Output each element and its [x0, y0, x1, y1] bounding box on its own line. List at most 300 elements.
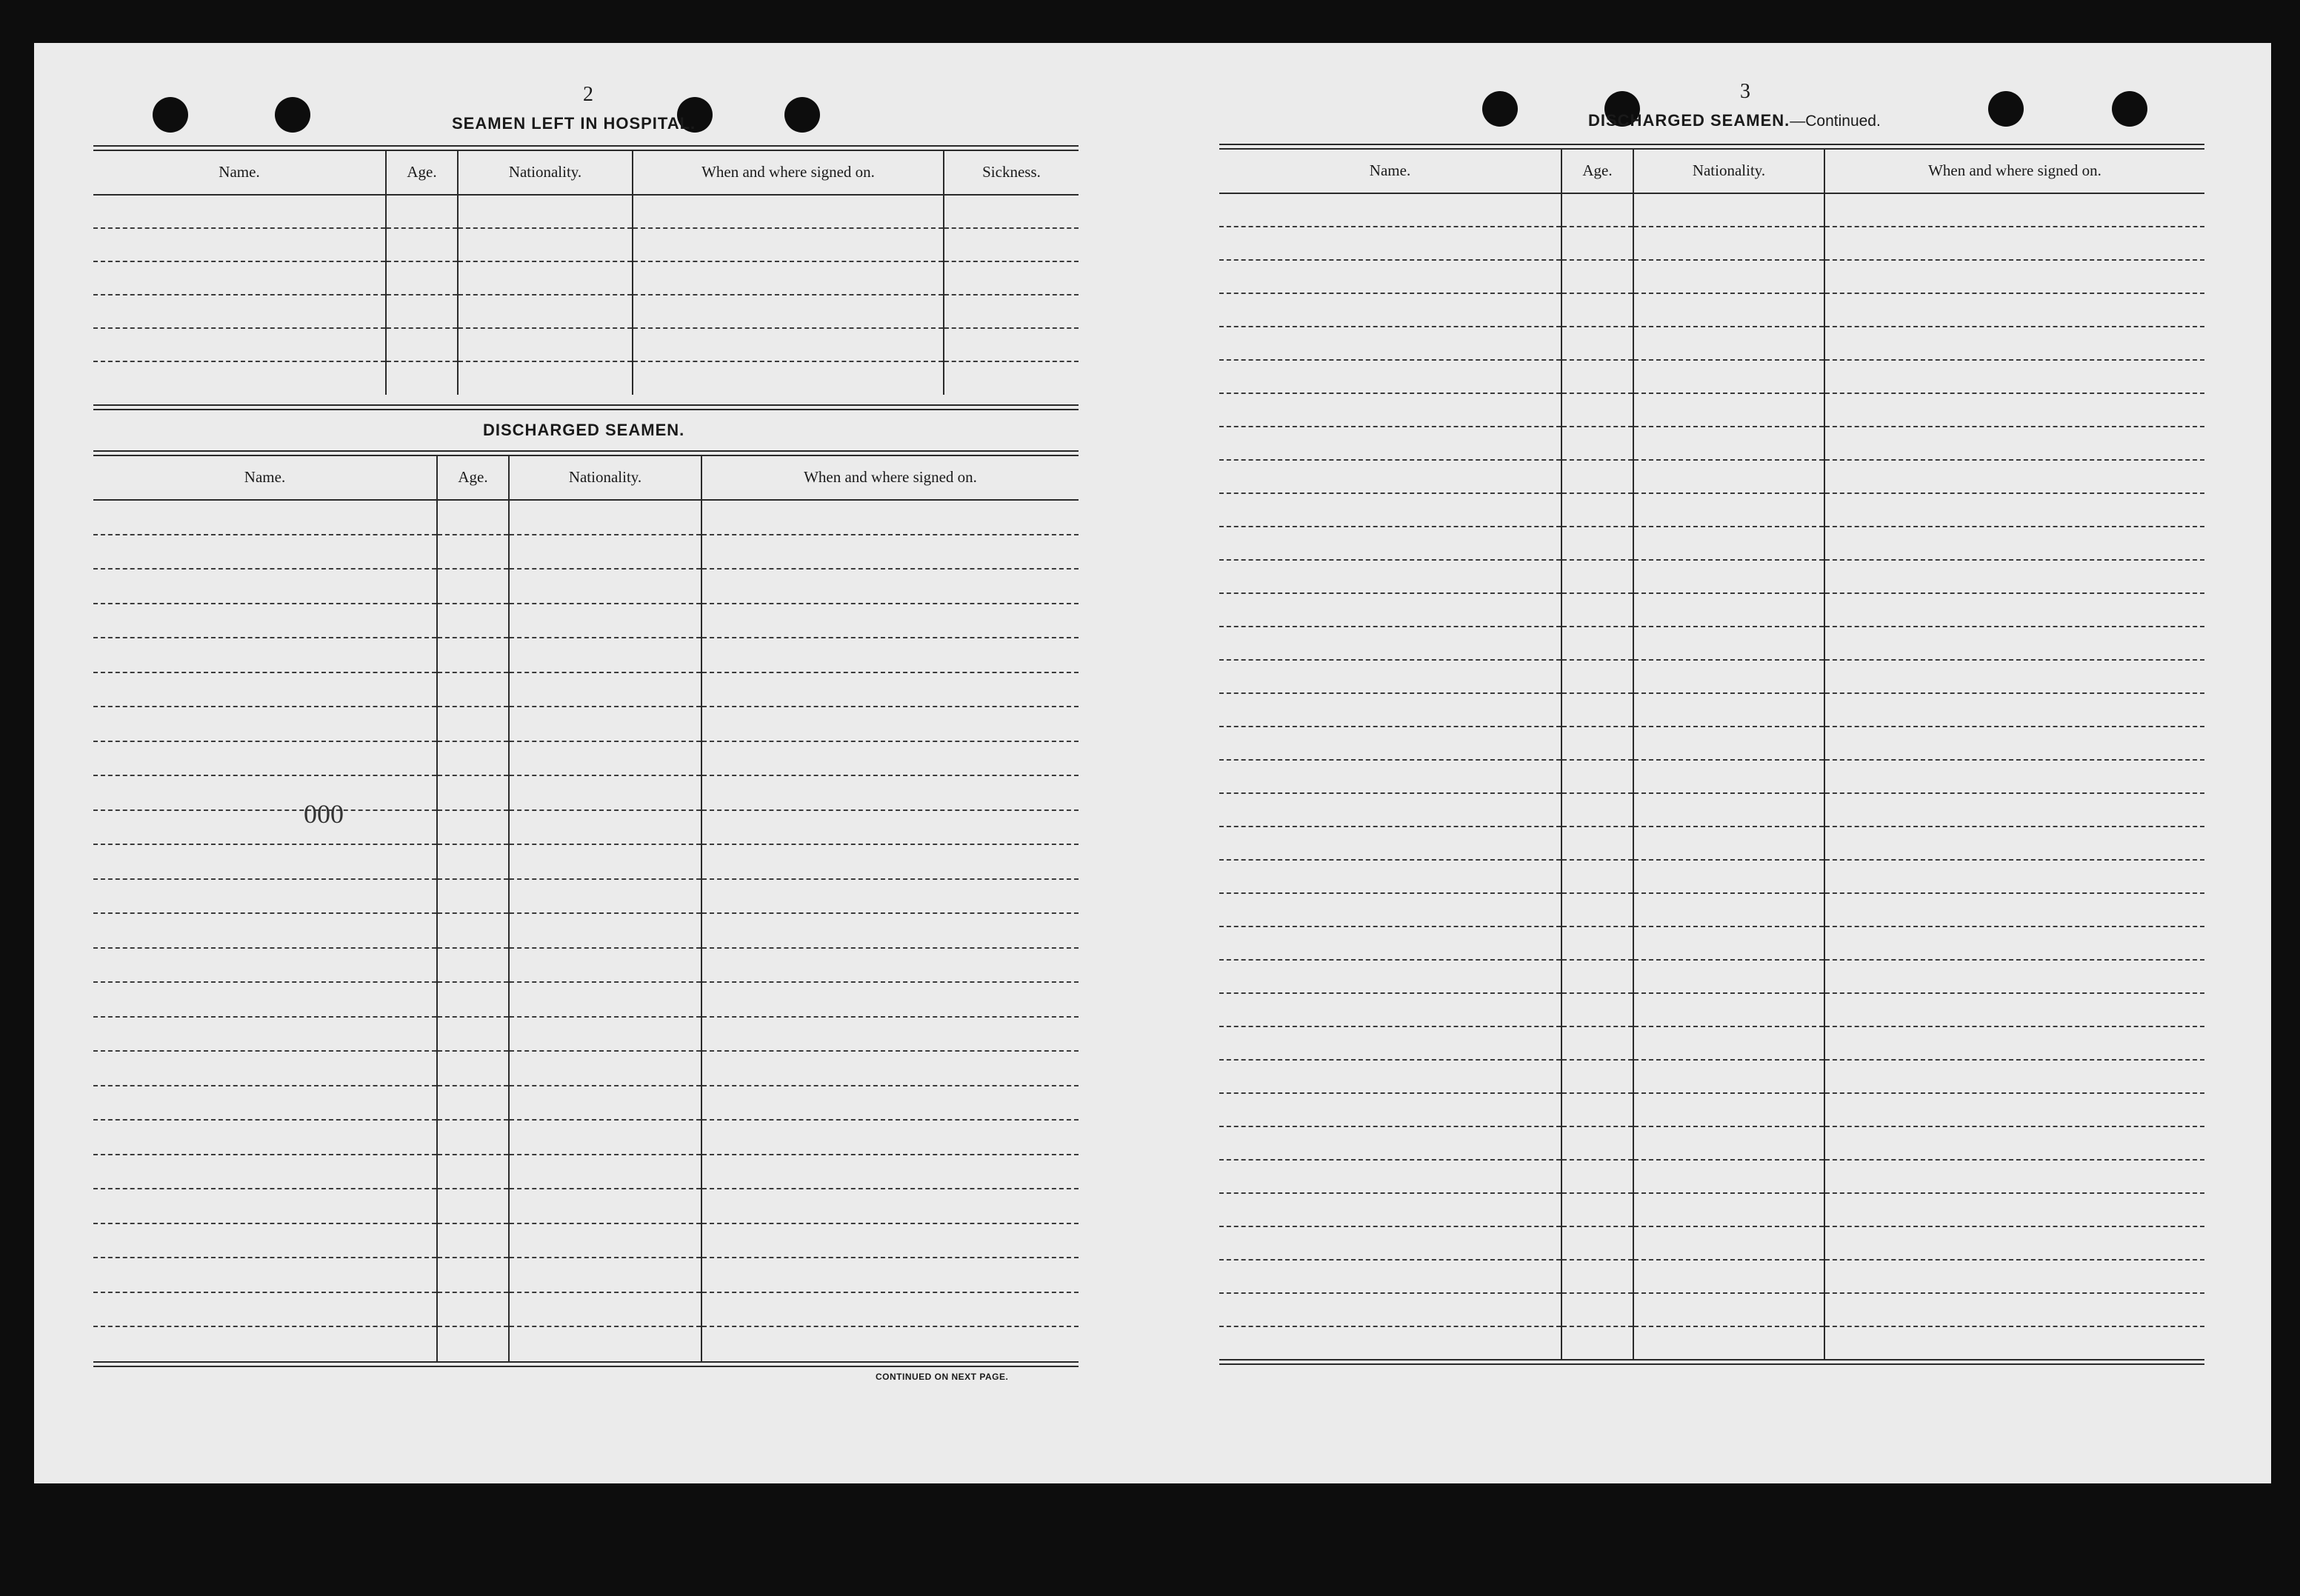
table-cell	[633, 228, 944, 261]
table-cell	[1824, 1226, 2204, 1260]
table-row	[1219, 1326, 2204, 1360]
table-cell	[701, 982, 1079, 1017]
table-cell	[701, 844, 1079, 879]
table-row	[1219, 893, 2204, 926]
table-row	[93, 1086, 1079, 1121]
table-row	[93, 228, 1079, 261]
table-cell	[509, 879, 701, 914]
table-cell	[93, 844, 437, 879]
table-cell	[1219, 760, 1561, 793]
table-row	[93, 879, 1079, 914]
table-cell	[1219, 493, 1561, 527]
table-cell	[1824, 560, 2204, 593]
table-cell	[437, 1155, 509, 1189]
table-cell	[509, 1120, 701, 1155]
table-cell	[1219, 1093, 1561, 1126]
table-cell	[93, 879, 437, 914]
table-row	[93, 1292, 1079, 1327]
table-cell	[1824, 1026, 2204, 1060]
table-cell	[1824, 693, 2204, 727]
table-cell	[458, 361, 633, 395]
table-cell	[1633, 1260, 1824, 1293]
table-cell	[701, 535, 1079, 570]
table-cell	[1633, 1060, 1824, 1093]
page-number: 3	[1740, 80, 1750, 103]
table-cell	[1219, 627, 1561, 660]
table-cell	[1561, 427, 1633, 460]
table-cell	[1633, 1293, 1824, 1326]
table-row	[93, 1017, 1079, 1052]
table-row	[1219, 460, 2204, 493]
table-cell	[93, 948, 437, 983]
table-cell	[1633, 827, 1824, 860]
table-row	[1219, 727, 2204, 760]
table-cell	[701, 638, 1079, 672]
table-cell	[1824, 1193, 2204, 1226]
column-header: Age.	[386, 150, 458, 195]
table-row	[1219, 660, 2204, 693]
table-cell	[1219, 260, 1561, 293]
table-cell	[386, 295, 458, 328]
table-cell	[509, 810, 701, 845]
table-cell	[1561, 1060, 1633, 1093]
table-row	[1219, 693, 2204, 727]
table-cell	[944, 195, 1079, 228]
table-cell	[437, 535, 509, 570]
table-cell	[1219, 1026, 1561, 1060]
table-cell	[1824, 527, 2204, 560]
hospital-section-title: SEAMEN LEFT IN HOSPITAL.	[452, 114, 696, 133]
table-cell	[1824, 926, 2204, 960]
title-suffix: —Continued.	[1790, 113, 1881, 130]
table-cell	[93, 1258, 437, 1292]
table-cell	[701, 879, 1079, 914]
table-cell	[93, 1189, 437, 1223]
table-cell	[93, 535, 437, 570]
table-cell	[1824, 460, 2204, 493]
table-cell	[1219, 193, 1561, 227]
table-cell	[1219, 293, 1561, 327]
table-cell	[509, 1155, 701, 1189]
table-cell	[437, 1086, 509, 1121]
table-cell	[1219, 793, 1561, 827]
table-cell	[93, 913, 437, 948]
table-cell	[701, 1086, 1079, 1121]
table-cell	[437, 741, 509, 776]
table-row	[1219, 1126, 2204, 1160]
table-cell	[509, 844, 701, 879]
table-cell	[93, 741, 437, 776]
table-cell	[1824, 660, 2204, 693]
table-cell	[509, 500, 701, 535]
table-row	[1219, 1226, 2204, 1260]
table-cell	[633, 361, 944, 395]
table-cell	[1219, 393, 1561, 427]
table-cell	[1824, 360, 2204, 393]
table-cell	[1561, 926, 1633, 960]
table-cell	[1561, 727, 1633, 760]
table-row	[93, 707, 1079, 741]
table-cell	[1824, 1093, 2204, 1126]
table-cell	[1219, 1060, 1561, 1093]
table-cell	[1219, 560, 1561, 593]
table-row	[93, 1189, 1079, 1223]
table-cell	[1633, 427, 1824, 460]
table-cell	[437, 1017, 509, 1052]
table-cell	[1561, 527, 1633, 560]
table-row	[93, 810, 1079, 845]
table-cell	[1633, 1226, 1824, 1260]
table-row	[93, 844, 1079, 879]
table-cell	[1561, 760, 1633, 793]
table-row	[1219, 1093, 2204, 1126]
table-cell	[1824, 727, 2204, 760]
table-cell	[1561, 1260, 1633, 1293]
table-cell	[1633, 593, 1824, 627]
table-row	[1219, 627, 2204, 660]
table-cell	[701, 741, 1079, 776]
table-cell	[1561, 393, 1633, 427]
table-cell	[93, 982, 437, 1017]
table-cell	[437, 604, 509, 638]
table-cell	[386, 328, 458, 361]
table-row	[1219, 1260, 2204, 1293]
table-row	[93, 1258, 1079, 1292]
table-cell	[1219, 1126, 1561, 1160]
table-cell	[1633, 460, 1824, 493]
table-cell	[1219, 427, 1561, 460]
table-row	[1219, 427, 2204, 460]
table-cell	[437, 638, 509, 672]
table-cell	[1561, 960, 1633, 993]
table-cell	[701, 1223, 1079, 1258]
table-cell	[437, 844, 509, 879]
table-cell	[386, 228, 458, 261]
table-cell	[701, 604, 1079, 638]
table-cell	[93, 1017, 437, 1052]
table-cell	[701, 1155, 1079, 1189]
table-cell	[701, 1017, 1079, 1052]
table-cell	[1219, 1226, 1561, 1260]
table-row	[1219, 227, 2204, 260]
table-cell	[1219, 960, 1561, 993]
table-cell	[1561, 660, 1633, 693]
table-cell	[437, 1120, 509, 1155]
table-cell	[93, 328, 386, 361]
table-cell	[1824, 260, 2204, 293]
table-header-row	[93, 455, 1079, 500]
table-row	[93, 604, 1079, 638]
table-cell	[701, 948, 1079, 983]
table-cell	[1824, 193, 2204, 227]
right-page	[1219, 43, 2241, 1483]
document-sheet	[34, 43, 2271, 1483]
table-cell	[1219, 1160, 1561, 1193]
table-cell	[437, 707, 509, 741]
table-cell	[701, 1189, 1079, 1223]
table-cell	[1824, 1160, 2204, 1193]
table-cell	[509, 741, 701, 776]
table-cell	[1824, 593, 2204, 627]
table-cell	[1633, 960, 1824, 993]
table-cell	[509, 707, 701, 741]
table-cell	[437, 810, 509, 845]
table-cell	[1633, 360, 1824, 393]
table-cell	[701, 1326, 1079, 1361]
table-row	[93, 195, 1079, 228]
table-cell	[1561, 360, 1633, 393]
table-cell	[1824, 993, 2204, 1026]
table-row	[93, 1155, 1079, 1189]
table-cell	[1633, 393, 1824, 427]
table-cell	[1561, 260, 1633, 293]
table-cell	[437, 1223, 509, 1258]
table-cell	[93, 1051, 437, 1086]
table-cell	[509, 569, 701, 604]
table-cell	[1824, 493, 2204, 527]
hospital-table	[93, 150, 1079, 395]
table-cell	[1219, 827, 1561, 860]
column-header: Name.	[93, 455, 437, 500]
table-cell	[944, 295, 1079, 328]
table-cell	[1561, 627, 1633, 660]
table-row	[93, 328, 1079, 361]
column-header: Nationality.	[458, 150, 633, 195]
table-cell	[437, 913, 509, 948]
table-cell	[701, 1051, 1079, 1086]
table-cell	[701, 500, 1079, 535]
table-cell	[93, 707, 437, 741]
table-row	[93, 913, 1079, 948]
table-cell	[509, 1258, 701, 1292]
table-cell	[1219, 1293, 1561, 1326]
column-header: Nationality.	[1633, 148, 1824, 193]
table-cell	[1561, 193, 1633, 227]
continued-note: CONTINUED ON NEXT PAGE.	[876, 1372, 1009, 1382]
table-cell	[1824, 627, 2204, 660]
table-row	[93, 295, 1079, 328]
table-cell	[437, 1189, 509, 1223]
table-cell	[1561, 893, 1633, 926]
table-cell	[701, 913, 1079, 948]
table-row	[1219, 527, 2204, 560]
table-cell	[1824, 393, 2204, 427]
column-header: Nationality.	[509, 455, 701, 500]
table-cell	[437, 500, 509, 535]
table-cell	[1561, 1126, 1633, 1160]
table-row	[1219, 760, 2204, 793]
table-cell	[1824, 227, 2204, 260]
table-cell	[701, 569, 1079, 604]
table-cell	[1561, 1226, 1633, 1260]
table-cell	[1633, 926, 1824, 960]
table-cell	[1633, 1026, 1824, 1060]
table-cell	[1824, 327, 2204, 360]
table-cell	[944, 261, 1079, 295]
table-cell	[1561, 993, 1633, 1026]
table-header-row	[1219, 148, 2204, 193]
table-cell	[1219, 1193, 1561, 1226]
table-cell	[1561, 1326, 1633, 1360]
table-cell	[1561, 1093, 1633, 1126]
table-cell	[1824, 1060, 2204, 1093]
column-header: Sickness.	[944, 150, 1079, 195]
table-cell	[509, 1189, 701, 1223]
divider	[1219, 1359, 2204, 1365]
table-cell	[1633, 1126, 1824, 1160]
table-cell	[93, 604, 437, 638]
table-row	[1219, 1026, 2204, 1060]
table-row	[93, 775, 1079, 810]
table-cell	[509, 638, 701, 672]
table-cell	[93, 1292, 437, 1327]
table-cell	[93, 261, 386, 295]
table-cell	[437, 982, 509, 1017]
table-cell	[1824, 793, 2204, 827]
column-header: Name.	[1219, 148, 1561, 193]
table-cell	[93, 810, 437, 845]
table-cell	[1561, 827, 1633, 860]
table-cell	[93, 775, 437, 810]
table-cell	[1561, 1026, 1633, 1060]
column-header: Age.	[437, 455, 509, 500]
table-cell	[633, 195, 944, 228]
title-main: DISCHARGED SEAMEN.	[1588, 111, 1790, 130]
discharged-table	[93, 455, 1079, 1361]
table-cell	[1633, 327, 1824, 360]
table-row	[93, 948, 1079, 983]
divider	[93, 1361, 1079, 1367]
table-row	[1219, 793, 2204, 827]
table-cell	[458, 195, 633, 228]
table-cell	[1824, 960, 2204, 993]
table-cell	[1219, 227, 1561, 260]
table-cell	[1824, 293, 2204, 327]
table-cell	[1633, 760, 1824, 793]
table-cell	[1561, 227, 1633, 260]
table-row	[1219, 260, 2204, 293]
table-cell	[93, 500, 437, 535]
table-cell	[93, 295, 386, 328]
table-cell	[1561, 293, 1633, 327]
table-cell	[1633, 560, 1824, 593]
table-cell	[437, 672, 509, 707]
table-row	[1219, 1160, 2204, 1193]
table-cell	[1219, 660, 1561, 693]
table-cell	[93, 195, 386, 228]
table-row	[1219, 1293, 2204, 1326]
discharged-table-body	[93, 500, 1079, 1361]
table-row	[93, 569, 1079, 604]
table-cell	[1219, 926, 1561, 960]
table-cell	[509, 1292, 701, 1327]
table-cell	[458, 261, 633, 295]
table-cell	[1633, 293, 1824, 327]
divider	[93, 404, 1079, 410]
table-cell	[1633, 1326, 1824, 1360]
table-cell	[1219, 360, 1561, 393]
table-cell	[1633, 260, 1824, 293]
table-cell	[1219, 1326, 1561, 1360]
table-cell	[386, 195, 458, 228]
table-cell	[509, 913, 701, 948]
table-cell	[93, 1223, 437, 1258]
table-cell	[1633, 860, 1824, 893]
table-row	[1219, 827, 2204, 860]
table-cell	[1561, 1193, 1633, 1226]
table-cell	[93, 569, 437, 604]
table-cell	[701, 672, 1079, 707]
discharged-section-title: DISCHARGED SEAMEN.	[483, 421, 685, 439]
table-row	[1219, 1193, 2204, 1226]
table-cell	[1219, 693, 1561, 727]
table-cell	[1633, 893, 1824, 926]
table-cell	[633, 261, 944, 295]
table-cell	[1633, 993, 1824, 1026]
table-cell	[437, 948, 509, 983]
table-cell	[509, 1326, 701, 1361]
table-cell	[1633, 793, 1824, 827]
table-row	[1219, 1060, 2204, 1093]
table-cell	[509, 604, 701, 638]
table-cell	[701, 775, 1079, 810]
table-cell	[1824, 827, 2204, 860]
table-cell	[1561, 560, 1633, 593]
table-cell	[437, 1326, 509, 1361]
table-cell	[701, 810, 1079, 845]
table-cell	[1633, 493, 1824, 527]
table-cell	[1219, 993, 1561, 1026]
table-row	[93, 982, 1079, 1017]
table-cell	[701, 707, 1079, 741]
column-header: When and where signed on.	[1824, 148, 2204, 193]
table-row	[93, 1120, 1079, 1155]
table-cell	[437, 879, 509, 914]
table-row	[1219, 293, 2204, 327]
table-cell	[509, 1017, 701, 1052]
table-row	[93, 638, 1079, 672]
table-cell	[509, 982, 701, 1017]
table-cell	[944, 328, 1079, 361]
table-cell	[437, 775, 509, 810]
column-header: When and where signed on.	[701, 455, 1079, 500]
discharged-continued-table	[1219, 148, 2204, 1360]
table-cell	[1824, 1293, 2204, 1326]
table-cell	[944, 228, 1079, 261]
table-row	[93, 672, 1079, 707]
table-cell	[1633, 1160, 1824, 1193]
table-cell	[509, 1051, 701, 1086]
table-cell	[1633, 193, 1824, 227]
table-cell	[1633, 1093, 1824, 1126]
table-cell	[701, 1258, 1079, 1292]
table-cell	[1219, 893, 1561, 926]
table-cell	[1561, 693, 1633, 727]
table-cell	[509, 775, 701, 810]
table-cell	[93, 228, 386, 261]
column-header: When and where signed on.	[633, 150, 944, 195]
table-cell	[437, 1258, 509, 1292]
table-cell	[1561, 1293, 1633, 1326]
table-cell	[701, 1120, 1079, 1155]
table-row	[93, 500, 1079, 535]
table-cell	[1561, 593, 1633, 627]
table-cell	[1561, 460, 1633, 493]
page-number: 2	[583, 83, 593, 106]
table-row	[1219, 360, 2204, 393]
table-cell	[1633, 1193, 1824, 1226]
table-row	[1219, 493, 2204, 527]
